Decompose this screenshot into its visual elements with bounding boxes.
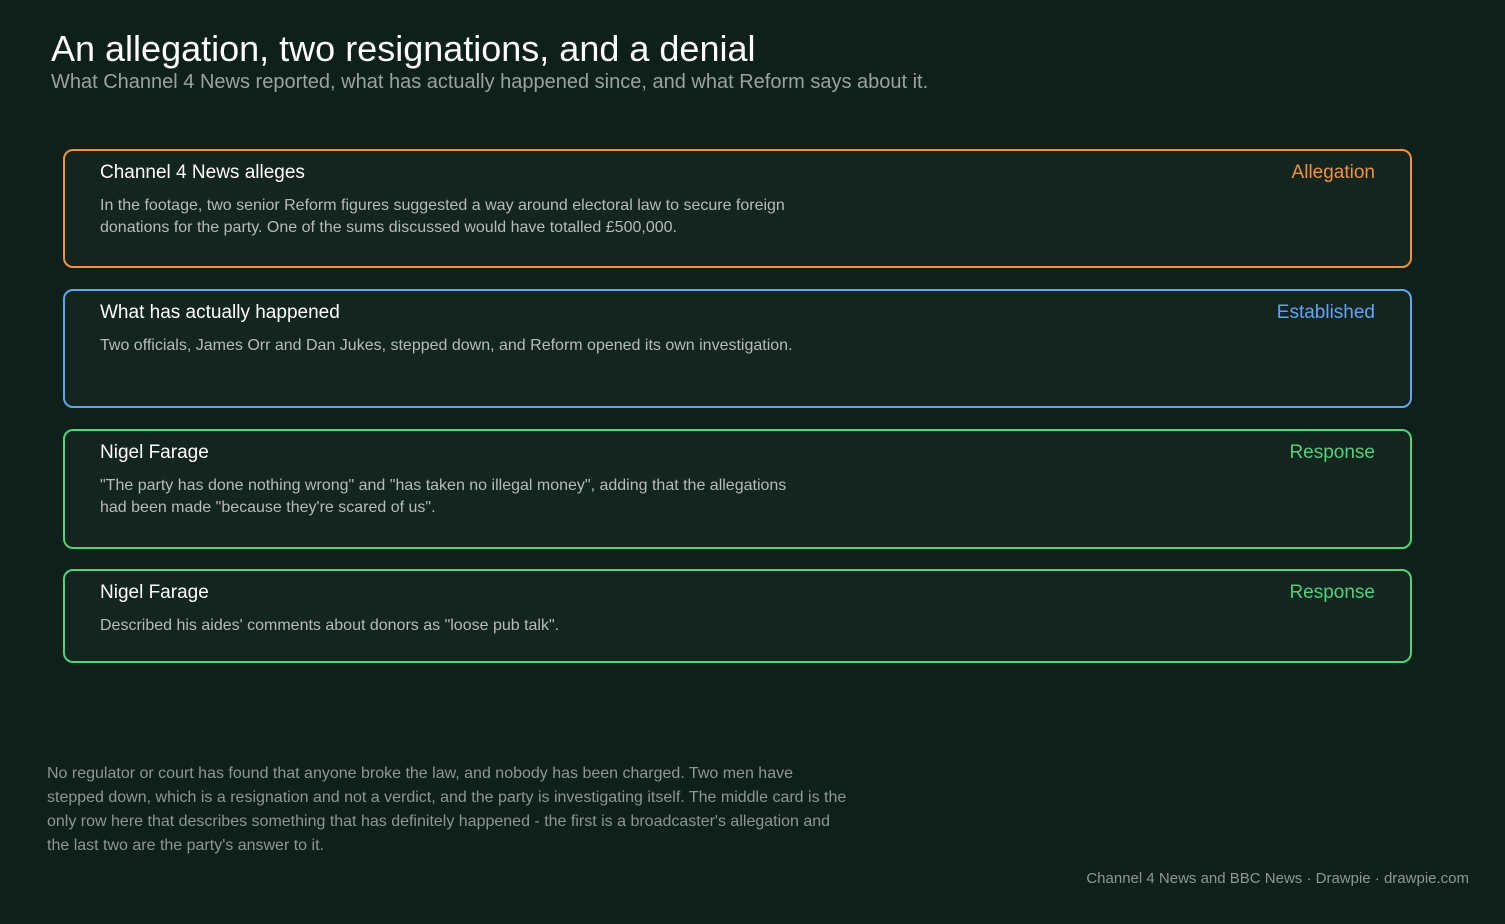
card-title: Nigel Farage: [100, 582, 209, 603]
card-established: [63, 289, 1412, 408]
card-tag-response: Response: [1289, 582, 1375, 603]
card-tag-response: Response: [1289, 442, 1375, 463]
card-body: Two officials, James Orr and Dan Jukes, stepped down, and Reform opened its own investigation.: [100, 337, 793, 354]
card-title: Nigel Farage: [100, 442, 209, 463]
card-tag-established: Established: [1276, 302, 1375, 323]
card-response-1: [63, 429, 1412, 549]
card-body: In the footage, two senior Reform figures suggested a way around electoral law to secure foreign donations for the party. One of the sums discussed would have totalled £500,000.: [100, 197, 785, 236]
card-title: Channel 4 News alleges: [100, 162, 305, 183]
card-allegation: [63, 149, 1412, 268]
footnote: No regulator or court has found that anyone broke the law, and nobody has been charged. Two men have stepped down, which is a resignation and not a verdict, and the party is investigating itself. The middle card is the only row here that describes something that has definitely happened - the first is a broadcaster's allegation and the last two are the party's answer to it.: [47, 765, 847, 854]
card-title: What has actually happened: [100, 302, 340, 323]
card-body: Described his aides' comments about donors as "loose pub talk".: [100, 617, 560, 634]
card-tag-allegation: Allegation: [1291, 162, 1375, 183]
page-title: An allegation, two resignations, and a denial: [51, 28, 756, 69]
page-subtitle: What Channel 4 News reported, what has actually happened since, and what Reform says about it.: [51, 71, 929, 93]
card-body: "The party has done nothing wrong" and "has taken no illegal money", adding that the allegations had been made "because they're scared of us".: [100, 477, 787, 516]
source-credit: Channel 4 News and BBC News · Drawpie · drawpie.com: [1086, 870, 1469, 887]
card-response-2: [63, 569, 1412, 663]
